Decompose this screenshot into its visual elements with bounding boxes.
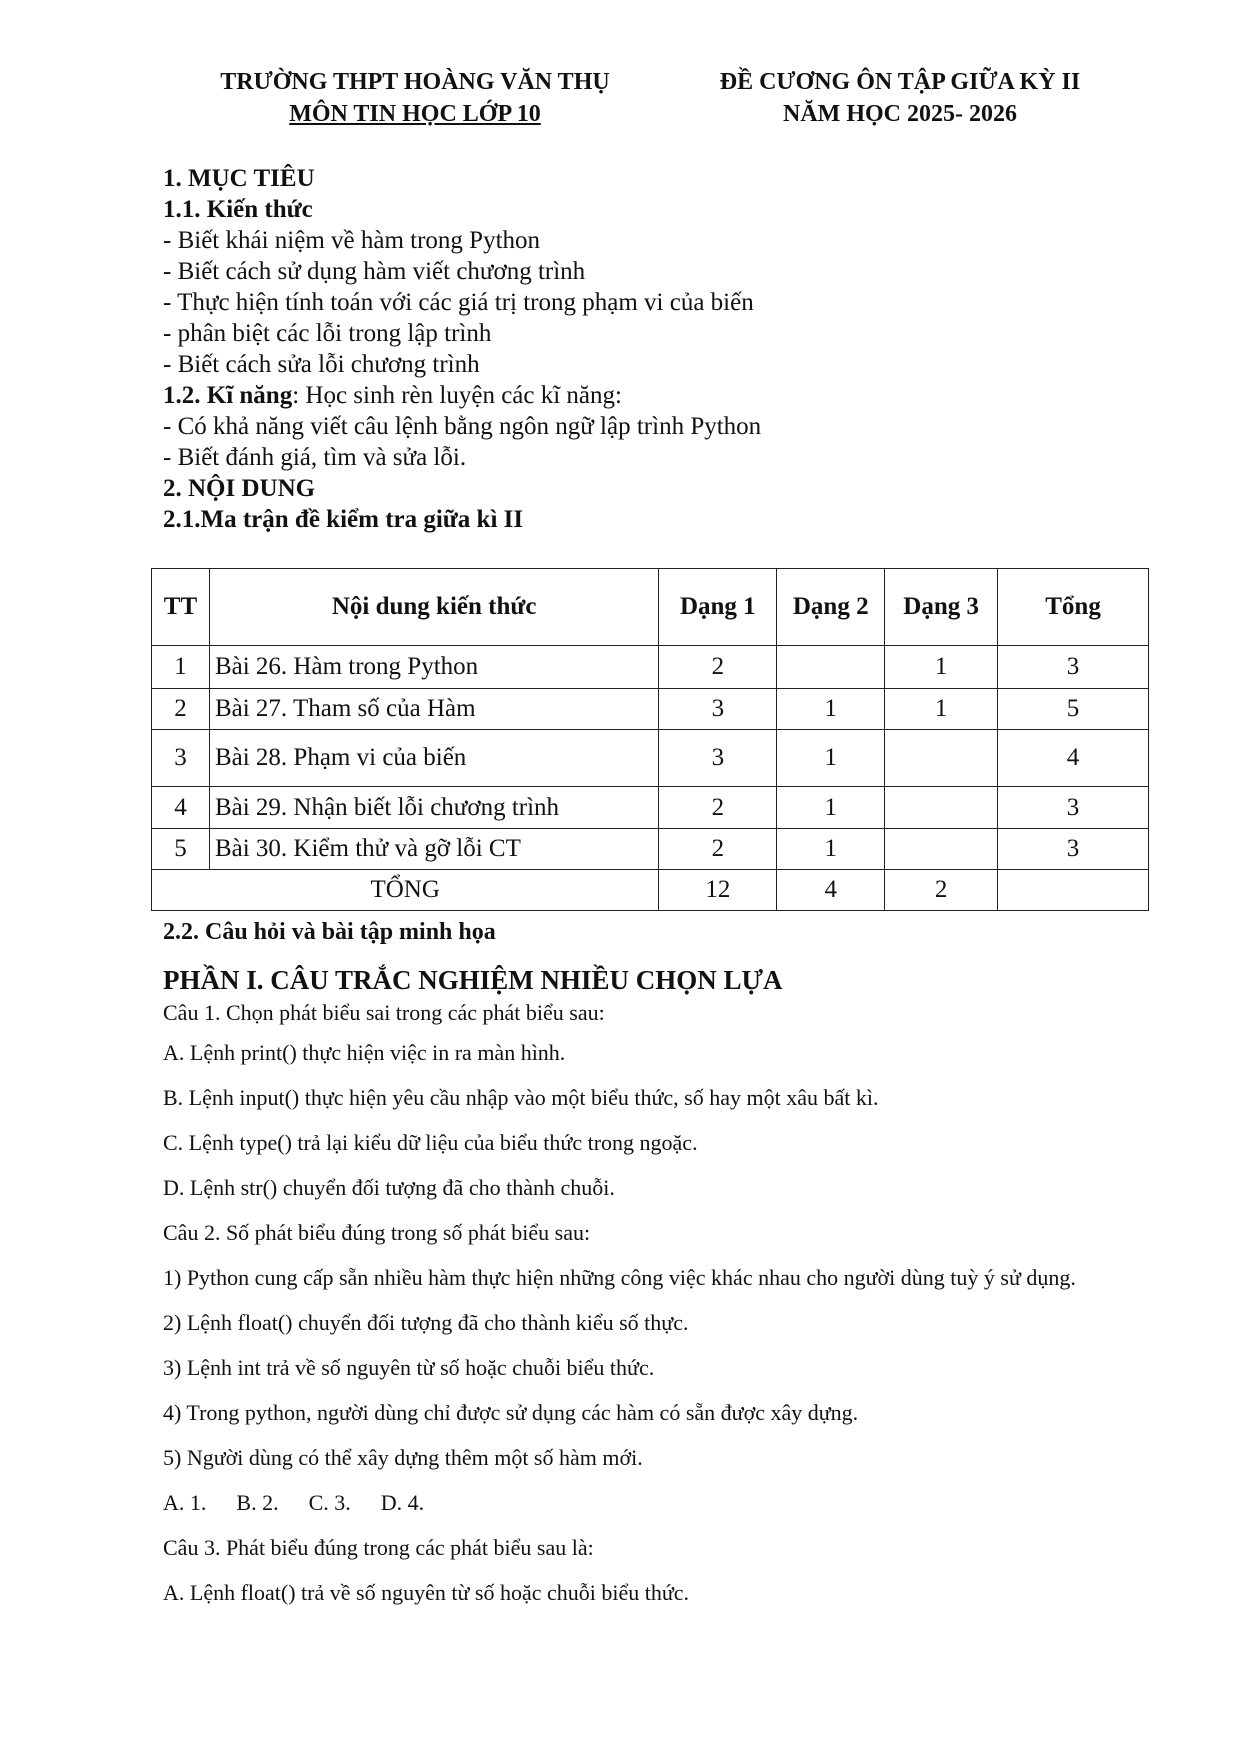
cell-type3 bbox=[885, 829, 998, 870]
knowledge-item: - Biết cách sử dụng hàm viết chương trình bbox=[163, 258, 586, 285]
subject-name: MÔN TIN HỌC LỚP 10 bbox=[289, 101, 541, 127]
cell-type2: 1 bbox=[777, 787, 885, 829]
cell-content: Bài 26. Hàm trong Python bbox=[209, 646, 658, 689]
question-2-option-d: D. 4. bbox=[380, 1490, 425, 1515]
table-row bbox=[152, 829, 1149, 870]
cell-type1: 2 bbox=[659, 787, 777, 829]
cell-tt: 1 bbox=[152, 646, 210, 689]
table-header-row bbox=[152, 569, 1149, 646]
cell-content: Bài 29. Nhận biết lỗi chương trình bbox=[209, 787, 658, 829]
cell-content: Bài 28. Phạm vi của biến bbox=[209, 730, 658, 787]
knowledge-item: - Thực hiện tính toán với các giá trị trong phạm vi của biến bbox=[163, 289, 754, 316]
knowledge-title: 1.1. Kiến thức bbox=[163, 196, 313, 223]
cell-tt: 3 bbox=[152, 730, 210, 787]
table-row bbox=[152, 646, 1149, 689]
table-row bbox=[152, 787, 1149, 829]
col-header-content: Nội dung kiến thức bbox=[209, 569, 658, 646]
exam-matrix-table bbox=[151, 568, 1149, 911]
col-header-type3: Dạng 3 bbox=[885, 569, 998, 646]
cell-type2: 1 bbox=[777, 829, 885, 870]
skills-item: - Biết đánh giá, tìm và sửa lỗi. bbox=[163, 444, 467, 471]
question-1-option-b: B. Lệnh input() thực hiện yêu cầu nhập vào một biểu thức, số hay một xâu bất kì. bbox=[163, 1085, 879, 1110]
cell-type3 bbox=[885, 787, 998, 829]
cell-type1: 3 bbox=[659, 730, 777, 787]
cell-total: 3 bbox=[998, 829, 1149, 870]
col-header-type2: Dạng 2 bbox=[777, 569, 885, 646]
knowledge-item: - Biết khái niệm về hàm trong Python bbox=[163, 227, 541, 254]
cell-type1: 2 bbox=[659, 829, 777, 870]
doc-header bbox=[700, 66, 1100, 130]
school-year: NĂM HỌC 2025- 2026 bbox=[783, 101, 1017, 127]
total-type1: 12 bbox=[659, 870, 777, 911]
matrix-title: 2.1.Ma trận đề kiểm tra giữa kì II bbox=[163, 506, 524, 533]
cell-type3 bbox=[885, 730, 998, 787]
question-3-option-a: A. Lệnh float() trả về số nguyên từ số hoặc chuỗi biểu thức. bbox=[163, 1580, 690, 1605]
question-1-option-a: A. Lệnh print() thực hiện việc in ra màn hình. bbox=[163, 1040, 566, 1065]
question-2-option-c: C. 3. bbox=[308, 1490, 351, 1515]
knowledge-item: - phân biệt các lỗi trong lập trình bbox=[163, 320, 492, 347]
cell-total: 5 bbox=[998, 689, 1149, 730]
question-2-option-b: B. 2. bbox=[236, 1490, 279, 1515]
cell-tt: 2 bbox=[152, 689, 210, 730]
cell-type2 bbox=[777, 646, 885, 689]
col-header-total: Tổng bbox=[998, 569, 1149, 646]
table-total-row bbox=[152, 870, 1149, 911]
total-type3: 2 bbox=[885, 870, 998, 911]
questions-section bbox=[163, 998, 1163, 1623]
cell-total: 3 bbox=[998, 787, 1149, 829]
col-header-type1: Dạng 1 bbox=[659, 569, 777, 646]
part-1-title: PHẦN I. CÂU TRẮC NGHIỆM NHIỀU CHỌN LỰA bbox=[163, 965, 783, 995]
examples-title: 2.2. Câu hỏi và bài tập minh họa bbox=[163, 919, 496, 945]
cell-total: 4 bbox=[998, 730, 1149, 787]
skills-intro: : Học sinh rèn luyện các kĩ năng: bbox=[292, 382, 622, 409]
skills-line bbox=[163, 380, 1123, 411]
school-header bbox=[200, 66, 630, 130]
question-2-statement: 2) Lệnh float() chuyển đối tượng đã cho thành kiểu số thực. bbox=[163, 1310, 689, 1335]
question-2-statement: 5) Người dùng có thể xây dựng thêm một số hàm mới. bbox=[163, 1445, 643, 1470]
skills-title: 1.2. Kĩ năng bbox=[163, 382, 293, 409]
knowledge-item: - Biết cách sửa lỗi chương trình bbox=[163, 351, 480, 378]
question-2-statement: 4) Trong python, người dùng chỉ được sử dụng các hàm có sẵn được xây dựng. bbox=[163, 1400, 859, 1425]
total-label: TỔNG bbox=[152, 870, 659, 911]
question-2: Câu 2. Số phát biểu đúng trong số phát biểu sau: bbox=[163, 1220, 591, 1245]
objectives-section bbox=[163, 163, 1123, 535]
cell-total: 3 bbox=[998, 646, 1149, 689]
doc-title: ĐỀ CƯƠNG ÔN TẬP GIỮA KỲ II bbox=[719, 69, 1081, 95]
cell-tt: 4 bbox=[152, 787, 210, 829]
question-2-option-a: A. 1. bbox=[163, 1490, 207, 1515]
cell-content: Bài 30. Kiểm thử và gỡ lỗi CT bbox=[209, 829, 658, 870]
section-1-title: 1. MỤC TIÊU bbox=[163, 165, 315, 192]
table-row bbox=[152, 730, 1149, 787]
cell-content: Bài 27. Tham số của Hàm bbox=[209, 689, 658, 730]
total-sum bbox=[998, 870, 1149, 911]
section-2-title: 2. NỘI DUNG bbox=[163, 475, 316, 502]
cell-type2: 1 bbox=[777, 689, 885, 730]
question-1-option-d: D. Lệnh str() chuyển đối tượng đã cho thành chuỗi. bbox=[163, 1175, 615, 1200]
school-name: TRƯỜNG THPT HOÀNG VĂN THỤ bbox=[220, 69, 610, 95]
total-type2: 4 bbox=[777, 870, 885, 911]
skills-item: - Có khả năng viết câu lệnh bằng ngôn ngữ lập trình Python bbox=[163, 413, 762, 440]
question-3: Câu 3. Phát biểu đúng trong các phát biểu sau là: bbox=[163, 1535, 594, 1560]
cell-tt: 5 bbox=[152, 829, 210, 870]
cell-type2: 1 bbox=[777, 730, 885, 787]
cell-type3: 1 bbox=[885, 689, 998, 730]
cell-type3: 1 bbox=[885, 646, 998, 689]
question-2-statement: 3) Lệnh int trả về số nguyên từ số hoặc chuỗi biểu thức. bbox=[163, 1355, 655, 1380]
col-header-tt: TT bbox=[152, 569, 210, 646]
cell-type1: 2 bbox=[659, 646, 777, 689]
question-2-statement: 1) Python cung cấp sẵn nhiều hàm thực hiện những công việc khác nhau cho người dùng tuỳ ý sử dụng. bbox=[163, 1265, 1076, 1290]
question-1: Câu 1. Chọn phát biểu sai trong các phát biểu sau: bbox=[163, 1000, 605, 1025]
cell-type1: 3 bbox=[659, 689, 777, 730]
question-1-option-c: C. Lệnh type() trả lại kiểu dữ liệu của biểu thức trong ngoặc. bbox=[163, 1130, 698, 1155]
table-row bbox=[152, 689, 1149, 730]
question-2-options bbox=[163, 1488, 1163, 1533]
